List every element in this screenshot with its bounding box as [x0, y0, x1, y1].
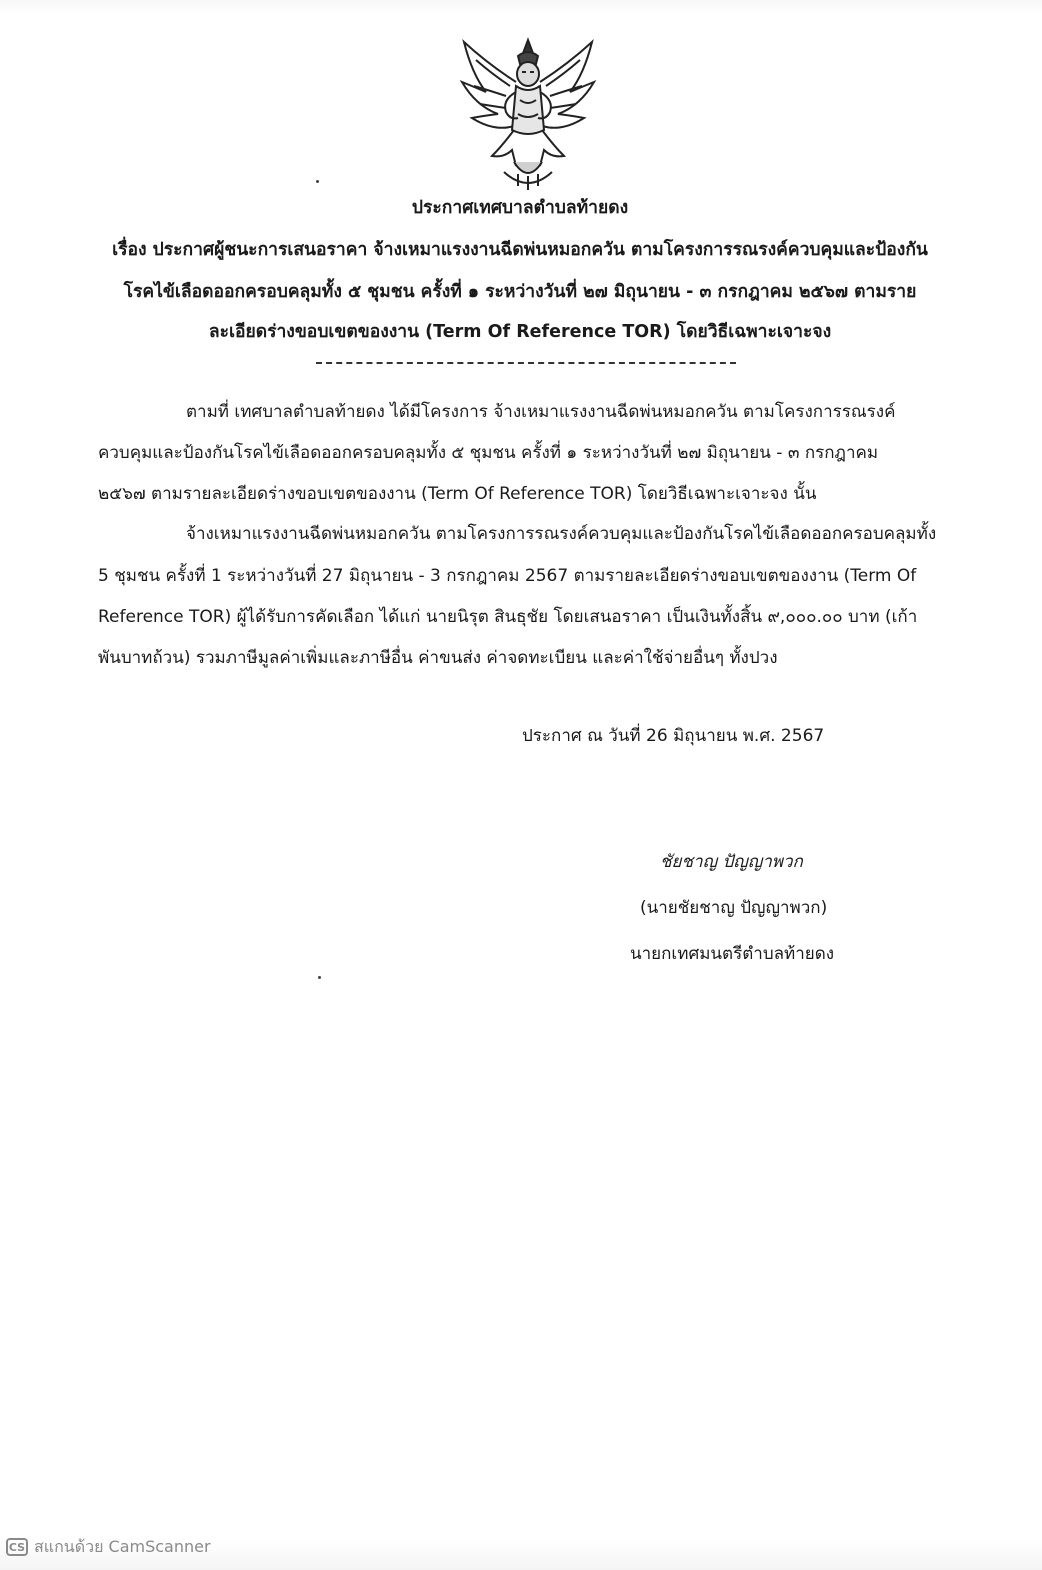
paragraph2-line-4: พันบาทถ้วน) รวมภาษีมูลค่าเพิ่มและภาษีอื่น ค่าขนส่ง ค่าจดทะเบียน และค่าใช้จ่ายอื่นๆ ทั้งปวง [98, 648, 778, 668]
camscanner-watermark [6, 1535, 211, 1559]
scan-speck [316, 180, 319, 183]
scan-speck [318, 976, 321, 979]
garuda-emblem-icon [458, 34, 598, 194]
subject-line-1: เรื่อง ประกาศผู้ชนะการเสนอราคา จ้างเหมาแรงงานฉีดพ่นหมอกควัน ตามโครงการรณรงค์ควบคุมและป้องกัน [112, 240, 928, 260]
subject-line-2: โรคไข้เลือดออกครอบคลุมทั้ง ๕ ชุมชน ครั้งที่ ๑ ระหว่างวันที่ ๒๗ มิถุนายน - ๓ กรกฎาคม ๒๕๖๗ ตามราย [123, 282, 917, 302]
paragraph2-line-1: จ้างเหมาแรงงานฉีดพ่นหมอกควัน ตามโครงการรณรงค์ควบคุมและป้องกันโรคไข้เลือดออกครอบคลุมทั้ง [186, 524, 937, 544]
paragraph1-line-2: ควบคุมและป้องกันโรคไข้เลือดออกครอบคลุมทั้ง ๕ ชุมชน ครั้งที่ ๑ ระหว่างวันที่ ๒๗ มิถุนายน - ๓ กรกฎาคม [98, 443, 879, 463]
paragraph2-line-3: Reference TOR) ผู้ได้รับการคัดเลือก ได้แก่ นายนิรุต สินธุชัย โดยเสนอราคา เป็นเงินทั้งสิ้น ๙,๐๐๐.๐๐ บาท (เก้า [98, 607, 918, 627]
paragraph1-line-3: ๒๕๖๗ ตามรายละเอียดร่างขอบเขตของงาน (Term Of Reference TOR) โดยวิธีเฉพาะเจาะจง นั้น [98, 484, 817, 504]
signature-handwritten: ชัยชาญ ปัญญาพวก [660, 852, 803, 872]
camscanner-logo-icon: CS [6, 1538, 28, 1556]
paragraph1-line-1: ตามที่ เทศบาลตำบลท้ายดง ได้มีโครงการ จ้างเหมาแรงงานฉีดพ่นหมอกควัน ตามโครงการรณรงค์ [186, 402, 896, 422]
separator-line [316, 362, 736, 364]
signer-position: นายกเทศมนตรีตำบลท้ายดง [630, 944, 835, 964]
camscanner-text: สแกนด้วย CamScanner [34, 1536, 211, 1556]
subject-line-3: ละเอียดร่างขอบเขตของงาน (Term Of Reference TOR) โดยวิธีเฉพาะเจาะจง [208, 322, 832, 342]
document-title: ประกาศเทศบาลตำบลท้ายดง [411, 198, 629, 218]
signer-printed-name: (นายชัยชาญ ปัญญาพวก) [640, 898, 828, 918]
paragraph2-line-2: 5 ชุมชน ครั้งที่ 1 ระหว่างวันที่ 27 มิถุนายน - 3 กรกฎาคม 2567 ตามรายละเอียดร่างขอบเขตของงาน (Term Of [98, 566, 917, 586]
announce-date: ประกาศ ณ วันที่ 26 มิถุนายน พ.ศ. 2567 [522, 726, 825, 746]
